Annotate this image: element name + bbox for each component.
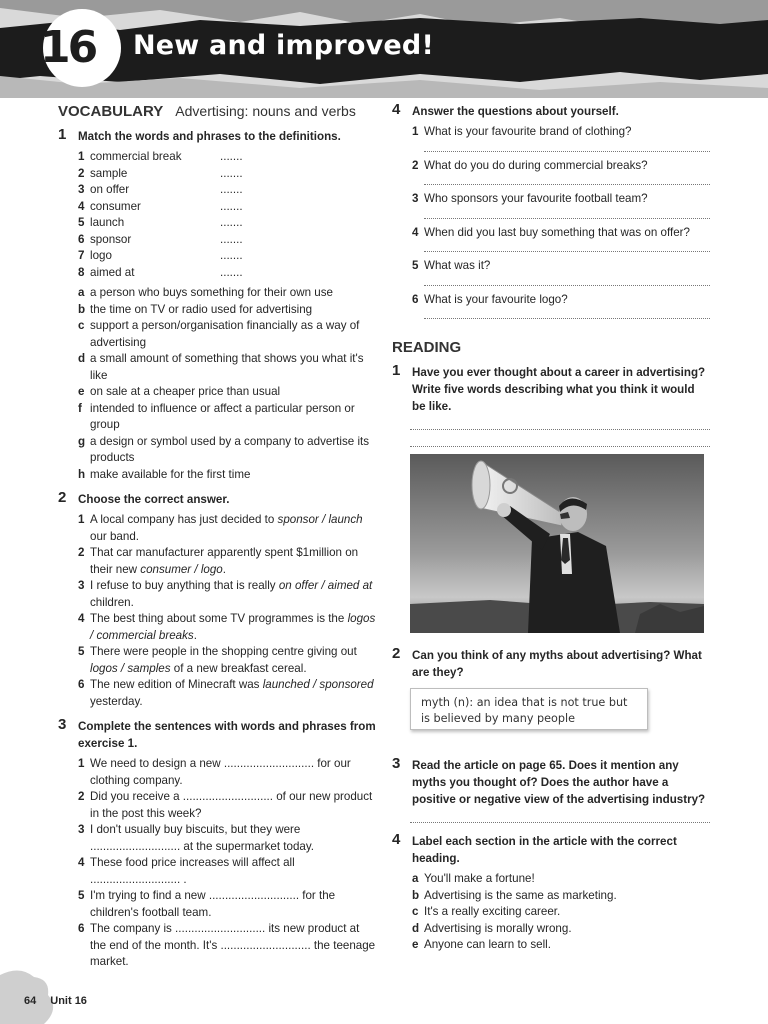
item-text: sponsor — [90, 232, 132, 246]
exercise-number: 4 — [392, 831, 401, 848]
reading-ex1-instruction — [392, 364, 710, 415]
question-item — [58, 644, 376, 677]
answer-line[interactable] — [424, 174, 710, 185]
item-number: 2 — [78, 166, 85, 180]
instruction-text: Answer the questions about yourself. — [412, 105, 619, 118]
item-number: 6 — [78, 922, 85, 935]
item-number: 5 — [78, 216, 85, 229]
item-text: These food price increases will affect all ............................ . — [90, 856, 295, 886]
item-number: 1 — [78, 150, 85, 163]
question-item — [392, 225, 710, 242]
item-text: sample — [90, 166, 128, 180]
answer-line[interactable] — [424, 308, 710, 319]
item-text: I don't usually buy biscuits, but they were ............................ at the supermarket today. — [90, 823, 315, 853]
sentence-item — [58, 888, 376, 921]
answer-line[interactable] — [424, 141, 710, 152]
ex4-question-list — [392, 124, 710, 319]
left-column — [58, 103, 376, 971]
item-letter: e — [412, 938, 419, 951]
question-item — [392, 292, 710, 309]
answer-blank[interactable]: ....... — [220, 216, 243, 229]
item-text: a person who buys something for their own use — [90, 286, 333, 299]
question-item — [392, 124, 710, 141]
item-letter: a — [78, 286, 85, 299]
definition-item — [58, 434, 376, 467]
sentence-item — [58, 822, 376, 855]
megaphone-man-photo — [410, 454, 704, 633]
vocab-ex2-instruction — [58, 491, 376, 508]
answer-line[interactable] — [410, 436, 710, 447]
item-letter: f — [78, 401, 82, 415]
item-text-end: . — [193, 628, 197, 642]
item-letter: h — [78, 467, 86, 481]
item-text-start: There were people in the shopping centre giving out — [90, 645, 357, 658]
exercise-number: 3 — [58, 716, 67, 733]
right-column — [392, 103, 710, 453]
reading-ex2-instruction — [392, 647, 710, 681]
item-text-end: . — [222, 562, 226, 576]
item-number: 4 — [78, 856, 85, 869]
footer-unit: Unit 16 — [50, 995, 87, 1007]
item-text: Advertising is morally wrong. — [424, 921, 572, 935]
answer-line[interactable] — [424, 241, 710, 252]
exercise-number: 1 — [58, 126, 67, 143]
instruction-text: Choose the correct answer. — [78, 493, 230, 506]
item-text: Anyone can learn to sell. — [424, 938, 551, 951]
definition-item — [58, 302, 376, 319]
item-text: We need to design a new ............................ for our clothing company. — [90, 757, 351, 787]
unit-number: 16 — [40, 22, 96, 73]
item-number: 3 — [78, 823, 85, 836]
instruction-text: Can you think of any myths about advertising? What are they? — [412, 649, 702, 679]
reading-heading: READING — [392, 339, 462, 356]
item-text: logo — [90, 249, 112, 262]
exercise-number: 1 — [392, 362, 401, 379]
reading-ex2-block — [392, 647, 710, 685]
item-text: launch — [90, 216, 125, 229]
word-item — [58, 199, 376, 216]
answer-blank[interactable]: ....... — [220, 166, 243, 180]
item-text: aimed at — [90, 265, 135, 279]
item-letter: c — [78, 319, 85, 332]
item-text: commercial break — [90, 150, 182, 163]
word-item — [58, 149, 376, 166]
item-text-start: I refuse to buy anything that is really — [90, 579, 279, 592]
vocabulary-title: VOCABULARY — [58, 103, 164, 120]
sentence-item — [58, 855, 376, 888]
item-number: 6 — [78, 678, 85, 691]
item-number: 1 — [78, 757, 85, 770]
question-item — [392, 258, 710, 275]
question-item — [392, 158, 710, 175]
answer-options[interactable]: logos / commercial breaks — [90, 612, 376, 642]
item-letter: e — [78, 385, 85, 398]
item-text: I'm trying to find a new ............................ for the children's football team. — [90, 889, 336, 919]
page-title: New and improved! — [133, 30, 434, 61]
item-text-start: That car manufacturer apparently spent $1million on their new — [90, 546, 359, 576]
heading-option — [392, 888, 710, 905]
question-item — [58, 512, 376, 545]
item-number: 2 — [78, 790, 85, 803]
definition-item — [58, 351, 376, 384]
question-item — [58, 578, 376, 611]
vocab-ex3-instruction — [58, 718, 376, 752]
sentence-item — [58, 756, 376, 789]
answer-blank[interactable]: ....... — [220, 199, 243, 213]
instruction-text: Have you ever thought about a career in advertising? Write five words describing what you think it would be like. — [412, 366, 706, 413]
item-number: 1 — [78, 513, 85, 526]
reading-ex4-instruction — [392, 833, 710, 867]
ex3-sentence-list — [58, 756, 376, 971]
word-item — [58, 215, 376, 232]
item-text-end: children. — [90, 595, 134, 609]
instruction-text: Complete the sentences with words and phrases from exercise 1. — [78, 720, 376, 750]
reading-ex3-4-block — [392, 757, 710, 954]
item-text: What was it? — [424, 259, 491, 272]
unit-banner — [0, 0, 768, 98]
item-number: 7 — [78, 249, 85, 262]
item-text: The company is ............................ its new product at the end of the month. It's ............................ the teenage market. — [90, 922, 376, 968]
definition-item — [58, 401, 376, 434]
item-text: the time on TV or radio used for advertising — [90, 302, 313, 316]
item-text-end: yesterday. — [90, 694, 143, 708]
item-text: make available for the first time — [90, 467, 251, 481]
definition-item — [58, 467, 376, 484]
sentence-item — [58, 789, 376, 822]
item-number: 3 — [78, 579, 85, 592]
reading-ex3-instruction — [392, 757, 710, 808]
item-text: What is your favourite logo? — [424, 292, 568, 306]
item-text: consumer — [90, 199, 141, 213]
exercise-number: 2 — [58, 489, 67, 506]
item-text: You'll make a fortune! — [424, 872, 535, 885]
item-letter: b — [78, 302, 86, 316]
heading-option — [392, 871, 710, 888]
item-number: 6 — [78, 232, 85, 246]
item-letter: c — [412, 905, 419, 918]
item-text: What do you do during commercial breaks? — [424, 158, 648, 172]
answer-options[interactable]: on offer / aimed at — [278, 579, 373, 592]
page-footer — [24, 995, 87, 1007]
instruction-text: Match the words and phrases to the definitions. — [78, 130, 341, 143]
answer-blank[interactable]: ....... — [220, 232, 243, 246]
item-number: 1 — [412, 125, 419, 138]
sentence-item — [58, 921, 376, 971]
item-text: a small amount of something that shows you what it's like — [90, 352, 364, 382]
answer-blank[interactable]: ....... — [220, 183, 243, 196]
vocabulary-subheading: Advertising: nouns and verbs — [175, 103, 356, 119]
myth-definition-box: myth (n): an idea that is not true but is believed by many people — [410, 688, 648, 730]
answer-options[interactable]: launched / sponsored — [262, 678, 374, 691]
question-item — [392, 191, 710, 208]
ex1-word-list — [58, 149, 376, 281]
item-text: Did you receive a ............................ of our new product in the post this week? — [90, 790, 373, 820]
vocab-ex1-instruction — [58, 128, 376, 145]
question-item — [58, 611, 376, 644]
item-text-start: The new edition of Minecraft was — [90, 678, 263, 691]
item-number: 4 — [78, 612, 85, 625]
item-number: 5 — [412, 259, 419, 272]
item-number: 6 — [412, 292, 419, 306]
reading-ex4-heading-list — [392, 871, 710, 954]
exercise-number: 4 — [392, 101, 401, 118]
answer-blank[interactable]: ....... — [220, 249, 243, 262]
item-number: 5 — [78, 645, 85, 658]
instruction-text: Read the article on page 65. Does it mention any myths you thought of? Does the author have a positive or negative view of the advertising industry? — [412, 759, 706, 806]
heading-option — [392, 904, 710, 921]
item-number: 4 — [412, 225, 419, 239]
vocab-ex4-instruction — [392, 103, 710, 120]
item-number: 2 — [412, 158, 419, 172]
item-letter: d — [78, 352, 86, 365]
item-number: 2 — [78, 546, 85, 559]
page-number: 64 — [24, 995, 37, 1007]
item-text: support a person/organisation financially as a way of advertising — [90, 319, 360, 349]
word-item — [58, 248, 376, 265]
item-text: on offer — [90, 183, 130, 196]
exercise-number: 3 — [392, 755, 401, 772]
item-text: a design or symbol used by a company to advertise its products — [90, 434, 370, 464]
ex1-definition-list — [58, 285, 376, 483]
item-text: on sale at a cheaper price than usual — [90, 385, 281, 398]
answer-options[interactable]: sponsor / launch — [277, 513, 363, 526]
answer-line[interactable] — [410, 419, 710, 430]
heading-option — [392, 937, 710, 954]
item-text-end: of a new breakfast cereal. — [170, 661, 307, 675]
item-text: intended to influence or affect a particular person or group — [90, 401, 355, 431]
answer-line[interactable] — [424, 275, 710, 286]
definition-item — [58, 384, 376, 401]
item-number: 5 — [78, 889, 85, 902]
item-text-start: A local company has just decided to — [90, 513, 278, 526]
answer-options[interactable]: consumer / logo — [140, 562, 223, 576]
answer-blank[interactable]: ....... — [220, 265, 243, 279]
answer-line[interactable] — [424, 208, 710, 219]
ex2-question-list — [58, 512, 376, 710]
question-item — [58, 677, 376, 710]
item-text: It's a really exciting career. — [424, 905, 561, 918]
word-item — [58, 182, 376, 199]
word-item — [58, 265, 376, 282]
item-letter: a — [412, 872, 419, 885]
instruction-text: Label each section in the article with the correct heading. — [412, 835, 677, 865]
definition-item — [58, 285, 376, 302]
exercise-number: 2 — [392, 645, 401, 662]
item-text: Advertising is the same as marketing. — [424, 888, 617, 902]
answer-blank[interactable]: ....... — [220, 150, 243, 163]
heading-option — [392, 921, 710, 938]
item-letter: d — [412, 921, 420, 935]
answer-options[interactable]: logos / samples — [90, 661, 171, 675]
item-text-end: our band. — [90, 529, 139, 543]
item-letter: g — [78, 434, 86, 448]
word-item — [58, 232, 376, 249]
item-number: 4 — [78, 199, 85, 213]
answer-line[interactable] — [410, 812, 710, 823]
definition-item — [58, 318, 376, 351]
item-text: When did you last buy something that was on offer? — [424, 225, 690, 239]
vocabulary-heading — [58, 103, 376, 120]
item-text: What is your favourite brand of clothing? — [424, 125, 632, 138]
question-item — [58, 545, 376, 578]
item-text: Who sponsors your favourite football team? — [424, 192, 648, 205]
word-item — [58, 166, 376, 183]
item-number: 3 — [78, 183, 85, 196]
item-number: 8 — [78, 265, 85, 279]
item-number: 3 — [412, 192, 419, 205]
item-letter: b — [412, 888, 420, 902]
item-text-start: The best thing about some TV programmes is the — [90, 612, 348, 625]
